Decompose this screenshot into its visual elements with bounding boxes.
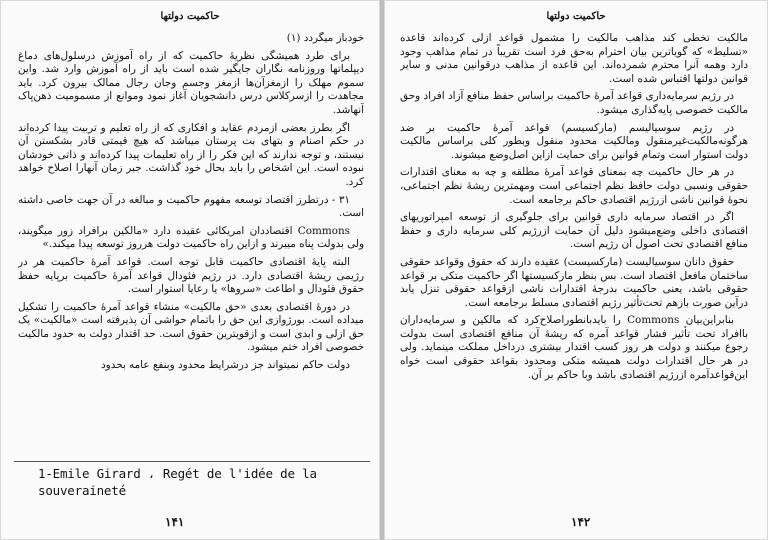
left-page	[0, 0, 380, 540]
paragraph: حقوق دانان سوسیالیست (مارکسیست) عقیده دارند که حقوق وقواعد حقوقی ساختمان مافعل اقتصاد است. بس بنظر مارکسیستها اگر حاکمیت متکی بر قواعد حقوقی باشد، یعنی حاکمیت بدرجهٔ اقتدارات ناشی ازقواعد حقوقی تنزل یابد درآین صورت بازهم تحت‌تأثیر رژیم اقتصادی مسلط برجامعه است.	[400, 255, 748, 309]
section-paragraph: ۳۱ - درتطرز اقتصاد توسعه مفهوم حاکمیت و مبالغه در آن جهت خاصی داشته است.	[18, 193, 364, 220]
paragraph: البته پایهٔ اقتصادی حاکمیت قابل توجه است. قواعد آمرهٔ حاکمیت هر در رژیمی ریشهٔ اقتصادی دارد. در رژیم فئودال قواعد آمرهٔ حاکمیت برپایه حفظ حقوق فئودال و اطاعت «سروها» یا رعایا استوار است.	[18, 255, 364, 296]
body-text	[18, 32, 364, 454]
body-text	[400, 32, 748, 520]
paragraph: در رژیم سوسیالیسم (مارکسیسم) قواعد آمرهٔ حاکمیت بر ضد هرگونه‌مالکیت‌غیرمنقول ومالکیت محدود منقول وبطور کلی براساس مالکیت دولت استوار است وتمام قوانین برای حمایت ازاین اصل‌وضع میشوند.	[400, 121, 748, 161]
paragraph: بنابراین‌بیان Commons را بایدبانطوراصلاح‌کرد که مالکین و سرمایه‌داران باافراد تحت تأثیر فشار قواعد آمره که ریشهٔ آن منافع اقتصادی است بدولت رجوع میکنند و دولت هر روز کسب اقتدار بیشتری درداخل مملکت مینماید. ولی در هر حال اقتدارات دولت همیشه متکی ومحدود بقواعد حقوقی است خواه این‌قواعدآمره ازرژیم اقتصادی باشد وبا حاکم بر آن.	[400, 314, 748, 381]
paragraph: خودباز میگردد (۱)	[286, 32, 364, 44]
paragraph: اگر بطرز بعضی ازمردم عقاید و افکاری که از راه تعلیم و تربیت پیدا کرده‌اند در حکم اصنام و بتهای بت پرستان میباشد که هیچ قیمتی قادر بشکستن آن نیستند، و توجه ندارند که این فکر را از راه تعلیمات پیدا کرده‌اند و ذاتی خودشان نبوده است. این اشخاص را باید بحال خود گذاشت. جبر زمان آنهارا اصلاح خواهد کرد.	[18, 121, 364, 188]
page-number: ۱۴۲	[571, 515, 591, 529]
paragraph: در دورهٔ اقتصادی بعدی «حق مالکیت» منشاء قواعد آمرهٔ حاکمیت را تشکیل میداده است. بورژوازی این حق را باتمام حواشی آن پذیرفته است «مالکیت» یک حق ازلی و ابدی است و ازقویترین حقوق است. حد اقتدار دولت به حدود مالکیت خصوصی افراد ختم میشود.	[18, 300, 364, 354]
running-head: حاکمیت دولتها	[160, 11, 220, 22]
footnote: 1-Emile Girard ، Regét de l'idée de la souveraineté	[38, 466, 317, 498]
page-number: ۱۴۱	[165, 515, 185, 529]
paragraph: مالکیت تخطی کند مذاهب مالکیت را مشمول قواعد ازلی کرده‌اند قاعده «تسلیط» که گویاترین بیان احترام به‌حق فرد است تقریباً در تمام مذاهب وجود دارد وهمه آنرا محترم شمرده‌اند. این قاعده از مذاهب درقوانین مدنی و سایر قوانین دولتها اقتباس شده است.	[400, 32, 748, 85]
paragraph: اگر در اقتصاد سرمایه داری قوانین برای جلوگیری از توسعه امپراتوریهای اقتصادی داخلی وضع‌میشود دلیل آن حمایت ازرژیم کلی سرمایه داری و حفظ منافع اقتصادی تحت اصول آن رژیم است.	[400, 211, 748, 251]
paragraph: Commons اقتصاددان امریکائی عقیده دارد «مالکین برافراد زور میگویند، ولی بدولت پناه میبرند و ازاین راه حاکمیت دولت هرروز توسعه پیدا میکند.»	[18, 224, 364, 251]
paragraph: دولت حاکم نمیتواند جز درشرایط محدود وبنفع عامه بحدود	[101, 359, 350, 372]
running-head: حاکمیت دولتها	[546, 11, 606, 22]
right-page	[384, 0, 768, 540]
footnote-divider	[14, 461, 370, 462]
paragraph: در هر حال حاکمیت چه بمعنای قواعد آمرهٔ مطلقه و چه به معنای اقتدارات حقوقی ونسبی دولت حافظ نظم اجتماعی است ومهمترین ریشهٔ نظم اجتماعی، نحوهٔ قوانین ناشی ازرژیم اقتصادی حاکم برجامعه است.	[400, 166, 748, 206]
paragraph: در رژیم سرمایه‌داری قواعد آمرهٔ حاکمیت براساس حفظ منافع آزاد افراد وحق مالکیت خصوصی پایه‌گذاری میشود.	[400, 90, 748, 116]
paragraph: برای طرد همیشگی نظریهٔ حاکمیت که از راه آموزش درسلول‌های دماغ دیپلماتها وروزنامه نگاران جایگیر شده است باید از راه آموزش وارد شد. واین سموم مهلک را ازمغزآن‌ها ازمغز وجسم وجان رجال ممالک بیرون کرد. باید مجاهدت را ازسرکلاس درس دانشجویان آغاز نمود وموانع از مسمومیت ذهن‌پاک آنهاشد.	[18, 49, 364, 116]
